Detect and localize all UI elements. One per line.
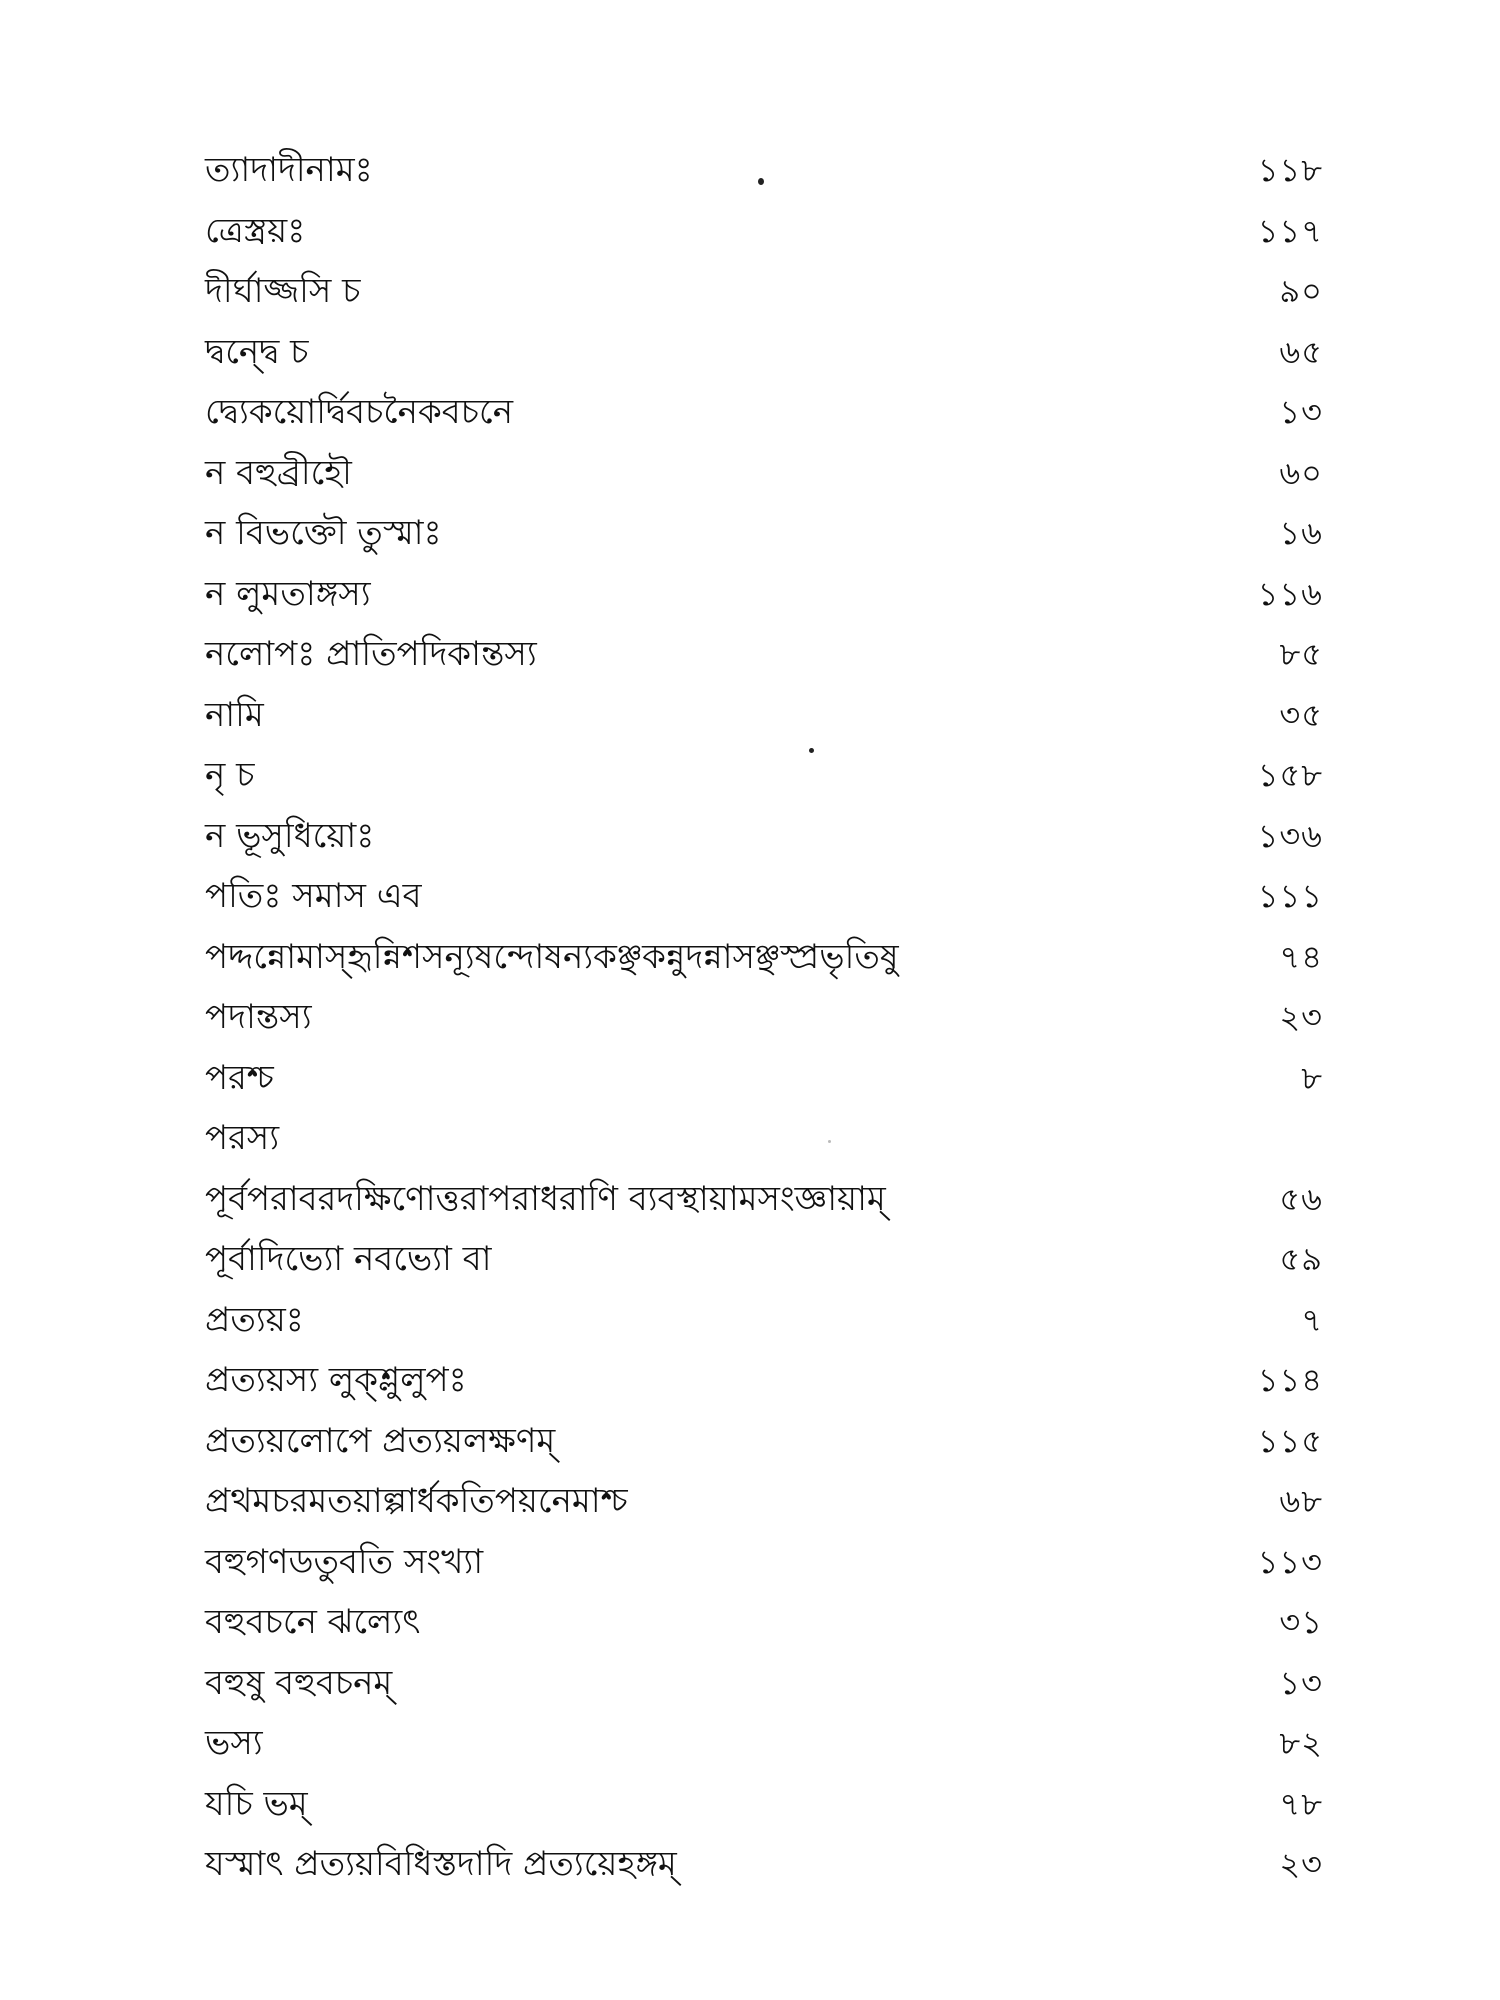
index-entry: [205, 503, 1323, 564]
entry-page-number: ১১৫: [1257, 1421, 1323, 1460]
entry-term: ন লুমতাঙ্গস্য: [205, 573, 371, 614]
entry-term: বহুগণডতুবতি সংখ্যা: [205, 1541, 484, 1582]
entry-page-number: ১৩৬: [1257, 816, 1323, 855]
entry-page-number: ৭: [1301, 1300, 1323, 1339]
entry-term: প্রথমচরমতয়াল্পার্ধকতিপয়নেমাশ্চ: [205, 1481, 628, 1522]
index-entry: [205, 322, 1323, 383]
index-entry: [205, 927, 1323, 988]
entry-page-number: ৩১: [1279, 1603, 1323, 1642]
entry-page-number: ১১৬: [1257, 574, 1323, 613]
entry-term: নৃ চ: [205, 755, 255, 796]
entry-term: প্রত্যয়লোপে প্রত্যয়লক্ষণম্: [205, 1420, 556, 1461]
index-entry: [205, 1471, 1323, 1532]
sutra-index-list: [205, 140, 1323, 1895]
index-entry: [205, 1290, 1323, 1351]
entry-term: পূর্বপরাবরদক্ষিণোত্তরাপরাধরাণি ব্যবস্থায়ামসংজ্ঞায়াম্: [205, 1178, 886, 1219]
entry-term: ভস্য: [205, 1723, 263, 1764]
entry-page-number: ৮: [1301, 1058, 1323, 1097]
index-entry: [205, 1774, 1323, 1835]
entry-page-number: ১১৭: [1257, 211, 1323, 250]
entry-page-number: ৬৫: [1279, 332, 1323, 371]
entry-page-number: ২৩: [1279, 1845, 1323, 1884]
entry-page-number: ১৩: [1279, 1663, 1323, 1702]
entry-term: পরশ্চ: [205, 1057, 274, 1098]
entry-page-number: ৭৮: [1279, 1784, 1323, 1823]
index-entry: [205, 1229, 1323, 1290]
index-entry: [205, 1834, 1323, 1895]
entry-term: পরস্য: [205, 1118, 280, 1159]
entry-page-number: ৫৬: [1279, 1179, 1323, 1218]
entry-page-number: ৮২: [1279, 1724, 1323, 1763]
index-entry: [205, 685, 1323, 746]
entry-term: পদ্দন্নোমাস্হৃন্নিশসন্যূষন্দোষন্যকঞ্ছকন্নুদন্নাসঞ্ছস্প্রভৃতিষু: [205, 936, 899, 977]
entry-page-number: ২৩: [1279, 998, 1323, 1037]
index-entry: [205, 1350, 1323, 1411]
entry-term: দ্বন্দ্বে চ: [205, 331, 309, 372]
entry-page-number: ১৫৮: [1257, 756, 1323, 795]
entry-term: পতিঃ সমাস এব: [205, 876, 422, 917]
entry-term: বহুষু বহুবচনম্: [205, 1662, 393, 1703]
entry-page-number: ১৬: [1279, 514, 1323, 553]
entry-term: যস্মাৎ প্রত্যয়বিধিস্তদাদি প্রত্যয়েহঙ্গম্: [205, 1844, 677, 1885]
entry-page-number: ১৩: [1279, 393, 1323, 432]
entry-term: ন বহুব্রীহৌ: [205, 452, 352, 493]
entry-term: দ্ব্যেকয়োর্দ্বিবচনৈকবচনে: [205, 392, 513, 433]
entry-term: যচি ভম্: [205, 1783, 308, 1824]
index-entry: [205, 745, 1323, 806]
index-entry: [205, 140, 1323, 201]
entry-term: প্রত্যয়ঃ: [205, 1299, 304, 1340]
entry-term: ত্যাদাদীনামঃ: [205, 150, 373, 191]
entry-page-number: ৫৯: [1279, 1240, 1323, 1279]
index-entry: [205, 987, 1323, 1048]
index-entry: [205, 624, 1323, 685]
entry-page-number: ৬০: [1279, 453, 1323, 492]
index-entry: [205, 382, 1323, 443]
index-entry: [205, 1713, 1323, 1774]
entry-page-number: ৮৫: [1279, 635, 1323, 674]
entry-page-number: ৬৮: [1279, 1482, 1323, 1521]
entry-page-number: ১১৪: [1257, 1361, 1323, 1400]
entry-page-number: ১১৩: [1257, 1542, 1323, 1581]
entry-term: নলোপঃ প্রাতিপদিকান্তস্য: [205, 634, 537, 675]
index-entry: [205, 443, 1323, 504]
entry-term: ত্রেস্ত্রয়ঃ: [205, 210, 306, 251]
index-entry: [205, 1108, 1323, 1169]
entry-page-number: ৩৫: [1279, 695, 1323, 734]
entry-term: বহুবচনে ঝল্যেৎ: [205, 1602, 421, 1643]
entry-page-number: ৭৪: [1279, 937, 1323, 976]
entry-page-number: ১১১: [1257, 877, 1323, 916]
entry-term: ন ভূসুধিয়োঃ: [205, 815, 375, 856]
entry-page-number: ৯০: [1279, 272, 1323, 311]
index-entry: [205, 261, 1323, 322]
entry-term: নামি: [205, 694, 264, 735]
entry-term: পদান্তস্য: [205, 997, 312, 1038]
entry-term: দীর্ঘাজ্জসি চ: [205, 271, 361, 312]
index-entry: [205, 1169, 1323, 1230]
index-entry: [205, 1653, 1323, 1714]
entry-term: ন বিভক্তৌ তুস্মাঃ: [205, 513, 442, 554]
index-entry: [205, 1592, 1323, 1653]
entry-page-number: ১১৮: [1257, 151, 1323, 190]
index-entry: [205, 1532, 1323, 1593]
entry-term: পূর্বাদিভ্যো নবভ্যো বা: [205, 1239, 492, 1280]
index-entry: [205, 1048, 1323, 1109]
index-entry: [205, 866, 1323, 927]
index-entry: [205, 806, 1323, 867]
index-entry: [205, 201, 1323, 262]
index-entry: [205, 1411, 1323, 1472]
entry-term: প্রত্যয়স্য লুক্শ্লুলুপঃ: [205, 1360, 467, 1401]
index-entry: [205, 564, 1323, 625]
